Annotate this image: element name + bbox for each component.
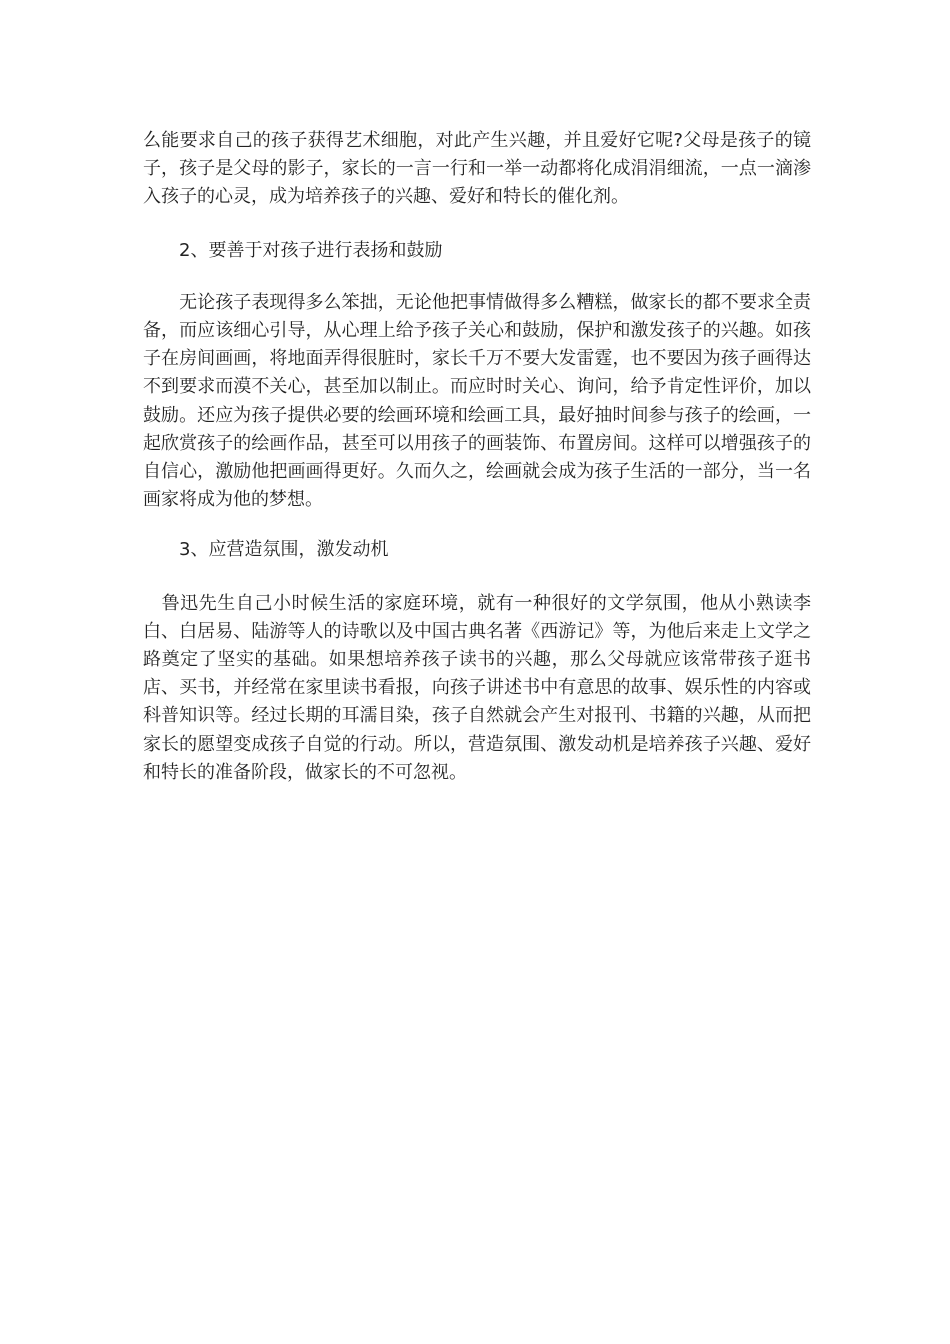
paragraph-spacer [143,212,811,237]
paragraph-intro-continued: 么能要求自己的孩子获得艺术细胞，对此产生兴趣，并且爱好它呢?父母是孩子的镜子，孩子是父母的影子，家长的一言一行和一举一动都将化成涓涓细流，一点一滴渗入孩子的心灵，成为培养孩子的兴趣、爱好和特长的催化剂。 [143,130,811,208]
paragraph-praise: 无论孩子表现得多么笨拙，无论他把事情做得多么糟糕，做家长的都不要求全责备，而应该细心引导，从心理上给予孩子关心和鼓励，保护和激发孩子的兴趣。如孩子在房间画画，将地面弄得很脏时，家长千万不要大发雷霆，也不要因为孩子画得达不到要求而漠不关心，甚至加以制止。而应时时关心、询问，给予肯定性评价，加以鼓励。还应为孩子提供必要的绘画环境和绘画工具，最好抽时间参与孩子的绘画，一起欣赏孩子的绘画作品，甚至可以用孩子的画装饰、布置房间。这样可以增强孩子的自信心，激励他把画画得更好。久而久之，绘画就会成为孩子生活的一部分，当一名画家将成为他的梦想。 [143,291,811,511]
paragraph-spacer [143,514,811,536]
section-heading-praise: 2、要善于对孩子进行表扬和鼓励 [143,239,443,261]
paragraph-spacer [143,565,811,590]
paragraph-atmosphere: 鲁迅先生自己小时候生活的家庭环境，就有一种很好的文学氛围，他从小熟读李白、白居易、陆游等人的诗歌以及中国古典名著《西游记》等，为他后来走上文学之路奠定了坚实的基础。如果想培养孩子读书的兴趣，那么父母就应该常带孩子逛书店、买书，并经常在家里读书看报，向孩子讲述书中有意思的故事、娱乐性的内容或科普知识等。经过长期的耳濡目染，孩子自然就会产生对报刊、书籍的兴趣，从而把家长的愿望变成孩子自觉的行动。所以，营造氛围、激发动机是培养孩子兴趣、爱好和特长的准备阶段，做家长的不可忽视。 [143,592,811,783]
document-body [143,127,811,787]
section-heading-atmosphere: 3、应营造氛围，激发动机 [143,539,389,561]
paragraph-spacer [143,265,811,289]
